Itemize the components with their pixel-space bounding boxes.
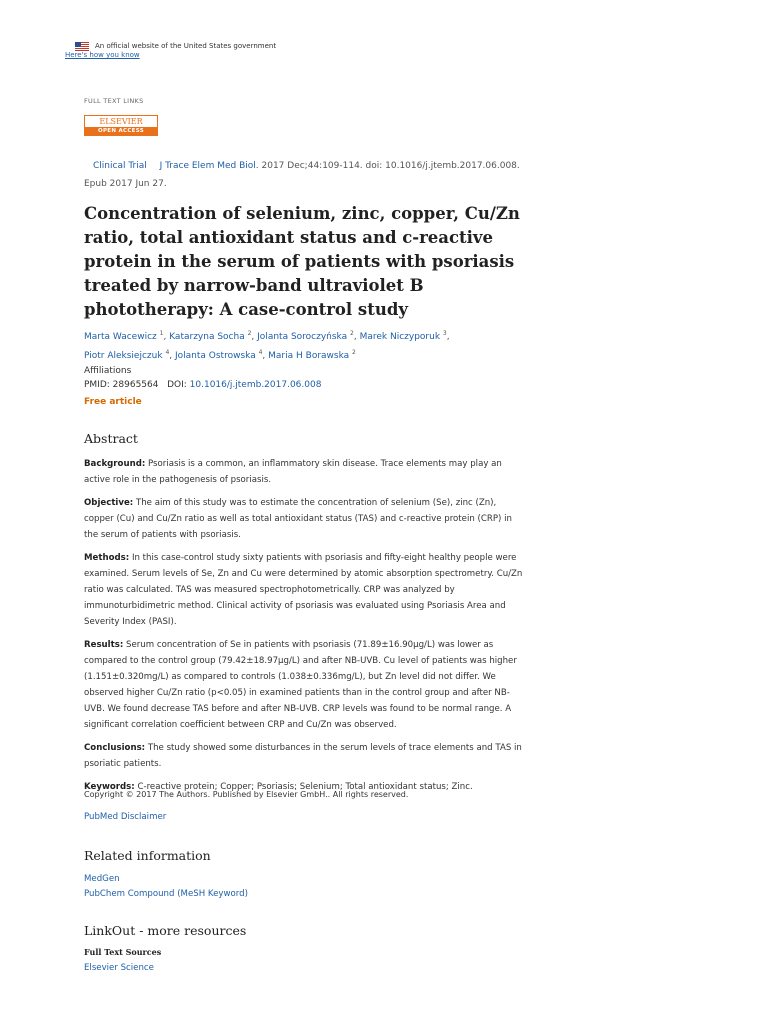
publication-type[interactable]: Clinical Trial (93, 161, 147, 171)
results-text: Serum concentration of Se in patients with psoriasis (71.89±16.90μg/L) was lower as compared to the control group (79.42±18.97μg/L) and after NB-UVB. Cu level of patients was higher (1.151±0.320mg/L) as compared to controls (1.038±0.336mg/L), but Zn level did not differ. We observed higher Cu/Zn ratio (p<0.05) in examined patients than in the control group and after NB-UVB. We found decrease TAS before and after NB-UVB. CRP levels was found to be normal range. A significant correlation coefficient between CRP and Cu/Zn was observed. (84, 640, 517, 730)
pubmed-disclaimer-link[interactable]: PubMed Disclaimer (84, 812, 167, 822)
doi-link[interactable]: 10.1016/j.jtemb.2017.06.008 (189, 380, 322, 390)
copyright-text: Copyright © 2017 The Authors. Published by Elsevier GmbH.. All rights reserved. (84, 790, 409, 799)
article-title: Concentration of selenium, zinc, copper, Cu/Zn ratio, total antioxidant status and c-reactive protein in the serum of patients with psoriasis treated by narrow-band ultraviolet B phototherapy: A case-control study (84, 204, 520, 319)
keywords-text: C-reactive protein; Copper; Psoriasis; Selenium; Total antioxidant status; Zinc. (137, 782, 473, 792)
abstract-background (84, 456, 524, 488)
objective-label: Objective: (84, 498, 134, 508)
linkout-link-elsevier[interactable]: Elsevier Science (84, 963, 154, 973)
author-link[interactable]: Jolanta Ostrowska (175, 351, 256, 361)
abstract-objective (84, 495, 524, 543)
author-link[interactable]: Piotr Aleksiejczuk (84, 351, 163, 361)
author-affiliation-ref[interactable]: 3 (442, 330, 447, 337)
author-link[interactable]: Maria H Borawska (268, 351, 350, 361)
doi-label: DOI: (167, 380, 187, 390)
author-affiliation-ref[interactable]: 2 (352, 349, 356, 356)
methods-label: Methods: (84, 553, 130, 563)
abstract-conclusions (84, 740, 524, 772)
author-affiliation-ref[interactable]: 2 (350, 330, 354, 337)
full-text-links-label: FULL TEXT LINKS (84, 97, 144, 105)
journal-link[interactable]: J Trace Elem Med Biol. (159, 161, 259, 171)
author-affiliation-ref[interactable]: 1 (159, 330, 164, 337)
author-affiliation-ref[interactable]: 4 (258, 349, 263, 356)
related-link-pubchem[interactable]: PubChem Compound (MeSH Keyword) (84, 889, 248, 899)
gov-banner (65, 42, 276, 60)
related-information-heading: Related information (84, 848, 211, 863)
conclusions-label: Conclusions: (84, 743, 146, 753)
affiliations-toggle[interactable]: Affiliations (84, 366, 132, 376)
conclusions-text: The study showed some disturbances in the serum levels of trace elements and TAS in psoriatic patients. (84, 743, 522, 769)
free-article-badge: Free article (84, 397, 142, 407)
objective-text: The aim of this study was to estimate the concentration of selenium (Se), zinc (Zn), copper (Cu) and Cu/Zn ratio as well as total antioxidant status (TAS) and c-reactive protein (CRP) in the serum of patients with psoriasis. (84, 498, 512, 540)
author-affiliation-ref[interactable]: 4 (165, 349, 170, 356)
background-text: Psoriasis is a common, an inflammatory skin disease. Trace elements may play an active role in the pathogenesis of psoriasis. (84, 459, 502, 485)
gov-banner-text: An official website of the United States government (95, 42, 277, 50)
pmid: PMID: 28965564 (84, 380, 159, 390)
open-access-text: OPEN ACCESS (85, 127, 157, 135)
linkout-heading: LinkOut - more resources (84, 923, 247, 938)
full-text-sources-label: Full Text Sources (84, 947, 162, 957)
abstract-results (84, 637, 524, 733)
elsevier-logo-text: ELSEVIER (99, 117, 143, 126)
author-link[interactable]: Jolanta Soroczyńska (257, 332, 348, 342)
author-link[interactable]: Marta Wacewicz (84, 332, 157, 342)
authors-list: Marta Wacewicz $^1$, Katarzyna Socha $^2$, Jolanta Soroczyńska $^2$, Marek Niczyporuk $^3$, Piotr Aleksiejczuk $^4$, Jolanta Ostrowska $^4$, Maria H Borawska $^2$ (84, 330, 450, 361)
keywords-label: Keywords: (84, 782, 135, 792)
citation (84, 157, 524, 193)
methods-text: In this case-control study sixty patients with psoriasis and fifty-eight healthy people were examined. Serum levels of Se, Zn and Cu were determined by atomic absorption spectrometry. Cu/Zn ratio was calculated. TAS was measured spectrophotometrically. CRP was analyzed by immunoturbidimetric method. Clinical activity of psoriasis was evaluated using Psoriasis Area and Severity Index (PASI). (84, 553, 523, 627)
elsevier-open-access-link[interactable] (84, 115, 158, 136)
related-link-medgen[interactable]: MedGen (84, 874, 120, 884)
heres-how-you-know-link[interactable]: Here's how you know (65, 51, 140, 59)
abstract-body (84, 456, 524, 802)
us-flag-icon (75, 42, 89, 51)
epub-date: Epub 2017 Jun 27. (84, 179, 167, 189)
background-label: Background: (84, 459, 146, 469)
article-identifiers (84, 380, 321, 390)
author-affiliation-ref[interactable]: 2 (247, 330, 252, 337)
results-label: Results: (84, 640, 124, 650)
abstract-heading: Abstract (84, 431, 138, 446)
abstract-methods (84, 550, 524, 630)
citation-details: 2017 Dec;44:109-114. doi: 10.1016/j.jtemb.2017.06.008. (261, 161, 520, 171)
author-link[interactable]: Katarzyna Socha (169, 332, 245, 342)
author-link[interactable]: Marek Niczyporuk (359, 332, 441, 342)
